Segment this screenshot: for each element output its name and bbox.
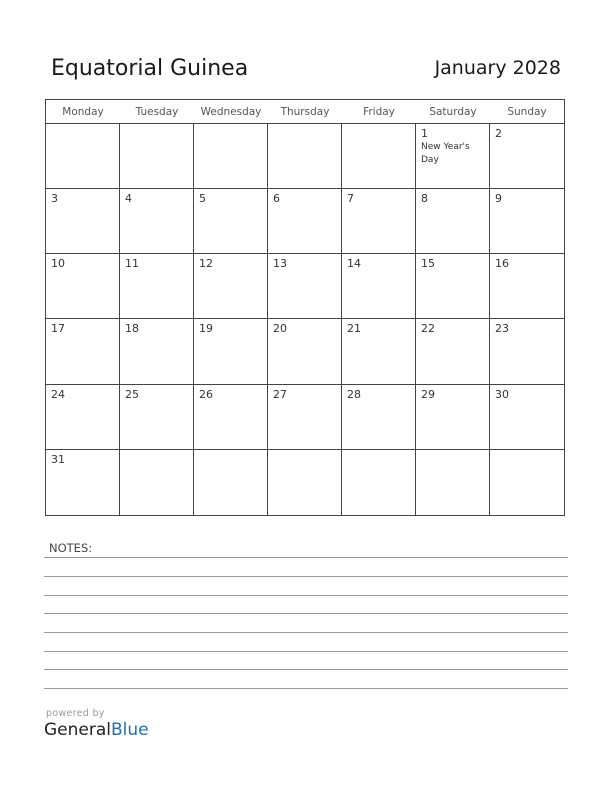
day-number: 19 (199, 322, 213, 336)
day-cell (268, 385, 342, 449)
day-number: 13 (273, 257, 287, 271)
calendar-grid (45, 99, 565, 516)
day-number: 16 (495, 257, 509, 271)
calendar-week-row (46, 189, 564, 254)
day-cell (268, 319, 342, 383)
day-cell (416, 254, 490, 318)
day-cell (416, 189, 490, 253)
day-cell (194, 189, 268, 253)
day-cell (194, 319, 268, 383)
day-cell (416, 319, 490, 383)
day-number: 12 (199, 257, 213, 271)
notes-line (44, 632, 568, 633)
powered-by-text: powered by (46, 708, 105, 719)
day-cell (194, 450, 268, 515)
day-number: 26 (199, 387, 213, 401)
day-cell (268, 189, 342, 253)
day-cell (120, 319, 194, 383)
day-cell (194, 254, 268, 318)
day-number: 28 (347, 387, 361, 401)
page-title: Equatorial Guinea (51, 56, 249, 81)
day-cell (46, 124, 120, 188)
day-number: 27 (273, 387, 287, 401)
calendar-weeks (46, 124, 564, 515)
day-cell (46, 385, 120, 449)
weekday-header-row (46, 100, 564, 124)
notes-line (44, 651, 568, 652)
day-cell (490, 254, 564, 318)
day-cell (46, 254, 120, 318)
day-number: 21 (347, 322, 361, 336)
day-number: 22 (421, 322, 435, 336)
day-number: 11 (125, 257, 139, 271)
holiday-label: New Year's Day (421, 142, 470, 165)
day-number: 23 (495, 322, 509, 336)
day-number: 18 (125, 322, 139, 336)
day-number: 17 (51, 322, 65, 336)
day-cell (342, 450, 416, 515)
day-number: 3 (51, 192, 58, 206)
weekday-label: Wednesday (200, 106, 262, 118)
notes-line (44, 669, 568, 670)
day-number: 24 (51, 387, 65, 401)
day-number: 4 (125, 192, 132, 206)
weekday-label: Saturday (429, 106, 477, 118)
notes-label: NOTES: (49, 541, 93, 555)
day-cell (490, 385, 564, 449)
day-number: 1 (421, 127, 428, 140)
notes-line (44, 613, 568, 614)
day-cell (490, 319, 564, 383)
day-cell (120, 385, 194, 449)
generalblue-logo[interactable] (44, 720, 149, 740)
weekday-label: Sunday (507, 106, 547, 118)
day-number: 31 (51, 452, 65, 466)
day-cell (342, 254, 416, 318)
day-number: 20 (273, 322, 287, 336)
day-cell (46, 189, 120, 253)
day-cell (416, 385, 490, 449)
weekday-label: Tuesday (135, 106, 179, 118)
day-number: 14 (347, 257, 361, 271)
brand-blue: Blue (111, 720, 149, 740)
calendar-week-row (46, 254, 564, 319)
notes-line (44, 576, 568, 577)
day-number: 9 (495, 192, 502, 206)
notes-line (44, 688, 568, 689)
day-number: 5 (199, 192, 206, 206)
notes-line (44, 595, 568, 596)
day-number: 25 (125, 387, 139, 401)
brand-general: General (44, 720, 111, 740)
weekday-label: Friday (363, 106, 395, 118)
day-cell (194, 385, 268, 449)
day-cell (342, 319, 416, 383)
day-cell (120, 124, 194, 188)
day-cell (490, 189, 564, 253)
day-number: 29 (421, 387, 435, 401)
day-number: 2 (495, 127, 502, 140)
calendar-week-row (46, 124, 564, 189)
day-cell (268, 450, 342, 515)
day-number: 15 (421, 257, 435, 271)
day-number: 8 (421, 192, 428, 206)
day-cell (490, 124, 564, 188)
day-cell (46, 450, 120, 515)
day-cell (46, 319, 120, 383)
calendar-week-row (46, 450, 564, 515)
day-cell (194, 124, 268, 188)
day-number: 6 (273, 192, 280, 206)
day-cell (268, 254, 342, 318)
notes-line (44, 557, 568, 558)
day-number: 30 (495, 387, 509, 401)
day-cell (120, 189, 194, 253)
day-cell (342, 385, 416, 449)
day-cell (416, 450, 490, 515)
day-cell (490, 450, 564, 515)
month-year-label: January 2028 (434, 57, 561, 79)
day-cell (342, 189, 416, 253)
calendar-week-row (46, 385, 564, 450)
day-number: 10 (51, 257, 65, 271)
day-cell (120, 254, 194, 318)
weekday-label: Monday (62, 106, 104, 118)
day-cell (120, 450, 194, 515)
weekday-label: Thursday (280, 106, 330, 118)
day-cell (342, 124, 416, 188)
day-cell (416, 124, 490, 188)
day-number: 7 (347, 192, 354, 206)
day-cell (268, 124, 342, 188)
calendar-week-row (46, 319, 564, 384)
